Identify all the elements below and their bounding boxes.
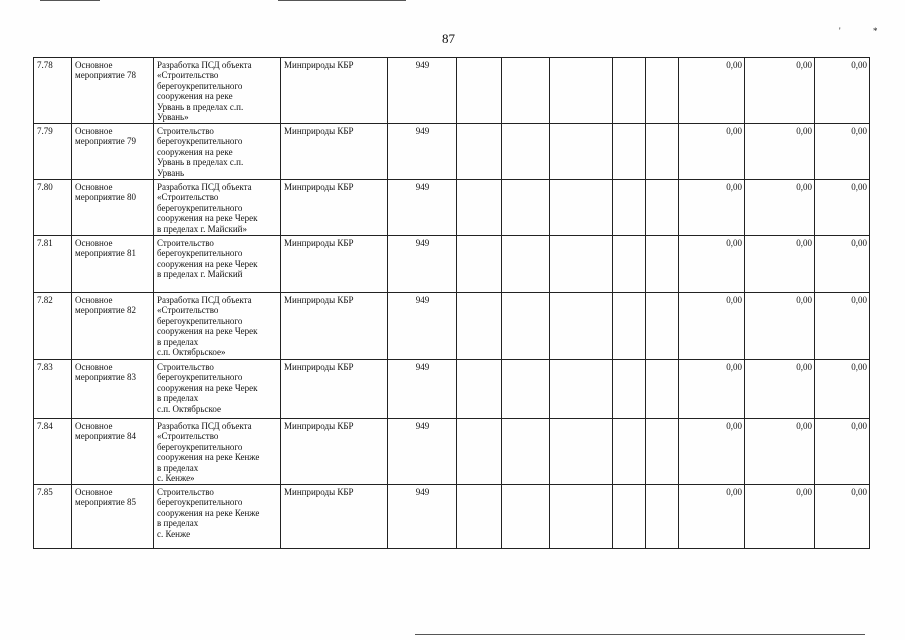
empty-cell (646, 293, 679, 360)
value-cell: 0,00 (815, 124, 870, 180)
value-cell: 0,00 (679, 293, 745, 360)
value-cell: 0,00 (815, 485, 870, 549)
value-cell: 0,00 (679, 360, 745, 419)
empty-cell (646, 58, 679, 124)
empty-cell (550, 180, 613, 236)
table-row (34, 124, 870, 180)
value-cell: 0,00 (679, 419, 745, 485)
responsible-agency: Минприроды КБР (281, 419, 388, 485)
empty-cell (502, 58, 550, 124)
table-row (34, 360, 870, 419)
row-number: 7.82 (34, 293, 72, 360)
empty-cell (646, 236, 679, 293)
value-cell: 0,00 (815, 236, 870, 293)
scan-artifact-bottom (415, 634, 865, 635)
empty-cell (550, 124, 613, 180)
event-description: Разработка ПСД объекта «Строительство берегоукрепительного сооружения на реке Черек в пределах с.п. Октябрьское» (154, 293, 281, 360)
responsible-agency: Минприроды КБР (281, 180, 388, 236)
event-name: Основное мероприятие 84 (72, 419, 154, 485)
budget-code: 949 (388, 293, 457, 360)
value-cell: 0,00 (815, 58, 870, 124)
empty-cell (550, 419, 613, 485)
table-row (34, 293, 870, 360)
row-number: 7.81 (34, 236, 72, 293)
event-description: Строительство берегоукрепительного сооружения на реке Урвань в пределах с.п. Урвань (154, 124, 281, 180)
value-cell: 0,00 (679, 124, 745, 180)
budget-code: 949 (388, 485, 457, 549)
empty-cell (646, 419, 679, 485)
empty-cell (457, 293, 502, 360)
row-number: 7.85 (34, 485, 72, 549)
empty-cell (613, 180, 646, 236)
empty-cell (646, 485, 679, 549)
table-row (34, 180, 870, 236)
empty-cell (502, 236, 550, 293)
empty-cell (550, 236, 613, 293)
table-row (34, 236, 870, 293)
responsible-agency: Минприроды КБР (281, 293, 388, 360)
empty-cell (457, 180, 502, 236)
table-row (34, 485, 870, 549)
budget-code: 949 (388, 180, 457, 236)
event-name: Основное мероприятие 82 (72, 293, 154, 360)
row-number: 7.84 (34, 419, 72, 485)
event-name: Основное мероприятие 81 (72, 236, 154, 293)
empty-cell (502, 180, 550, 236)
event-description: Разработка ПСД объекта «Строительство берегоукрепительного сооружения на реке Кенже в пределах с. Кенже» (154, 419, 281, 485)
empty-cell (457, 236, 502, 293)
responsible-agency: Минприроды КБР (281, 360, 388, 419)
event-name: Основное мероприятие 80 (72, 180, 154, 236)
value-cell: 0,00 (815, 293, 870, 360)
empty-cell (550, 58, 613, 124)
program-activities-table (33, 57, 870, 549)
value-cell: 0,00 (679, 58, 745, 124)
empty-cell (457, 58, 502, 124)
event-name: Основное мероприятие 83 (72, 360, 154, 419)
value-cell: 0,00 (745, 236, 815, 293)
value-cell: 0,00 (745, 124, 815, 180)
empty-cell (613, 236, 646, 293)
row-number: 7.80 (34, 180, 72, 236)
event-description: Строительство берегоукрепительного сооружения на реке Черек в пределах г. Майский (154, 236, 281, 293)
row-number: 7.83 (34, 360, 72, 419)
event-name: Основное мероприятие 79 (72, 124, 154, 180)
value-cell: 0,00 (679, 485, 745, 549)
value-cell: 0,00 (679, 236, 745, 293)
row-number: 7.79 (34, 124, 72, 180)
empty-cell (457, 419, 502, 485)
empty-cell (646, 360, 679, 419)
budget-code: 949 (388, 124, 457, 180)
event-description: Разработка ПСД объекта «Строительство берегоукрепительного сооружения на реке Урвань в пределах с.п. Урвань» (154, 58, 281, 124)
empty-cell (613, 58, 646, 124)
empty-cell (646, 124, 679, 180)
empty-cell (613, 293, 646, 360)
responsible-agency: Минприроды КБР (281, 124, 388, 180)
row-number: 7.78 (34, 58, 72, 124)
table-row (34, 419, 870, 485)
empty-cell (613, 360, 646, 419)
empty-cell (613, 485, 646, 549)
responsible-agency: Минприроды КБР (281, 485, 388, 549)
empty-cell (550, 293, 613, 360)
value-cell: 0,00 (745, 419, 815, 485)
empty-cell (613, 124, 646, 180)
value-cell: 0,00 (745, 485, 815, 549)
budget-code: 949 (388, 236, 457, 293)
budget-code: 949 (388, 360, 457, 419)
responsible-agency: Минприроды КБР (281, 236, 388, 293)
event-description: Строительство берегоукрепительного сооружения на реке Кенже в пределах с. Кенже (154, 485, 281, 549)
empty-cell (646, 180, 679, 236)
scan-speck: ' (839, 26, 841, 36)
scan-artifact-top-center (278, 0, 406, 1)
value-cell: 0,00 (745, 360, 815, 419)
empty-cell (457, 124, 502, 180)
empty-cell (502, 419, 550, 485)
empty-cell (613, 419, 646, 485)
event-name: Основное мероприятие 78 (72, 58, 154, 124)
empty-cell (502, 293, 550, 360)
responsible-agency: Минприроды КБР (281, 58, 388, 124)
value-cell: 0,00 (745, 180, 815, 236)
scan-speck: * (873, 26, 878, 36)
empty-cell (502, 124, 550, 180)
value-cell: 0,00 (815, 360, 870, 419)
value-cell: 0,00 (745, 293, 815, 360)
value-cell: 0,00 (745, 58, 815, 124)
event-description: Строительство берегоукрепительного сооружения на реке Черек в пределах с.п. Октябрьское (154, 360, 281, 419)
event-description: Разработка ПСД объекта «Строительство берегоукрепительного сооружения на реке Черек в пределах г. Майский» (154, 180, 281, 236)
budget-code: 949 (388, 58, 457, 124)
budget-code: 949 (388, 419, 457, 485)
empty-cell (457, 360, 502, 419)
event-name: Основное мероприятие 85 (72, 485, 154, 549)
empty-cell (502, 360, 550, 419)
page-number: 87 (442, 31, 455, 46)
value-cell: 0,00 (815, 180, 870, 236)
empty-cell (550, 360, 613, 419)
empty-cell (550, 485, 613, 549)
value-cell: 0,00 (679, 180, 745, 236)
scan-artifact-top-left (40, 0, 100, 1)
table-row (34, 58, 870, 124)
empty-cell (457, 485, 502, 549)
value-cell: 0,00 (815, 419, 870, 485)
empty-cell (502, 485, 550, 549)
